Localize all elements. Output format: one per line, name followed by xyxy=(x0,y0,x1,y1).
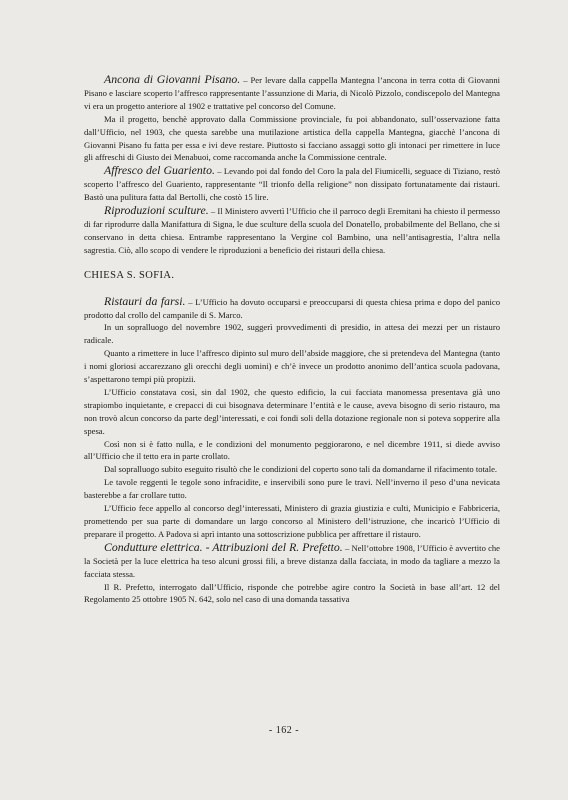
paragraph-text: Così non si è fatto nulla, e le condizioni del monumento peggiorarono, e nel dicembre 1911, si diede avviso all’Ufficio che il tetto era in parte crollato. xyxy=(84,438,500,462)
paragraph-ristauri xyxy=(84,295,500,322)
paragraph-text: Dal sopralluogo subito eseguito risultò che le condizioni del coperto sono tali da domandarne il rifacimento totale. xyxy=(104,464,498,475)
paragraph-text: Quanto a rimettere in luce l’affresco dipinto sul muro dell’abside maggiore, che si pretendeva del Mantegna (tanto i nomi gloriosi accarezzano gli orecchi degli uomini) e ch’è invece un prodotto anonimo dell’antica scuola padovana, s’aspettarono tempi più propizii. xyxy=(84,348,500,385)
paragraph-text: – Nell’ottobre 1908, l’Ufficio è avvertito che la Società per la luce elettrica ha teso alcuni grossi fili, a breve distanza dalla facciata, in modo da tagliare a mezzo la facciata stessa. xyxy=(84,542,500,579)
paragraph-lead: Condutture elettrica. - Attribuzioni del R. Prefetto. xyxy=(104,539,343,554)
paragraph-nulla xyxy=(84,438,500,464)
section-heading: CHIESA S. SOFIA. xyxy=(84,269,175,281)
paragraph-affresco-abside xyxy=(84,347,500,386)
paragraph-lead: Riproduzioni sculture. xyxy=(104,203,209,218)
paragraph-text: – Levando poi dal fondo del Coro la pala del Fiumicelli, seguace di Tiziano, restò scoperto l’affresco del Guariento, rappresentante “Il trionfo della religione” non dissipato fortunatamente dai ristauri. Bastò una pulitura fatta dal Bertolli, che costò 15 lire. xyxy=(84,166,500,203)
page-number: - 162 - xyxy=(268,725,300,736)
paragraph-text: L’Ufficio fece appello al concorso degl’interessati, Ministero di grazia giustizia e culti, Municipio e Fabbriceria, promettendo per sua parte di domandare un largo concorso al Ministero dell’istruzione, che incaricò l’Ufficio di preparare il progetto. A Padova si aprì intanto una sottoscrizione pubblica per affrettare il ristauro. xyxy=(84,503,500,539)
paragraph-text: Le tavole reggenti le tegole sono infracidite, e inservibili sono pure le travi. Nell’inverno il peso d’una nevicata basterebbe a far crollare tutto. xyxy=(84,477,500,501)
paragraph-progetto xyxy=(84,113,500,165)
body-text xyxy=(84,73,500,606)
paragraph-guariento xyxy=(84,164,500,204)
paragraph-text: In un sopralluogo del novembre 1902, suggerì provvedimenti di presidio, in attesa dei mezzi per un ristauro radicale. xyxy=(84,322,500,346)
paragraph-tavole xyxy=(84,476,500,502)
paragraph-text: – L’Ufficio ha dovuto occuparsi e preoccuparsi di questa chiesa prima e dopo del panico prodotto dal crollo del campanile di S. Marco. xyxy=(84,296,500,320)
paragraph-text: L’Ufficio constatava così, sin dal 1902, che questo edificio, la cui facciata manomessa presentava già uno strapiombo inquietante, e crepacci di cui bisognava determinare l’entità e le cause, aveva bisogno di serio ristauro, ma non trovò alcun concorso da parte degl’interessati, e coi fondi soli della dotazione regionale non si poteva sopperire alla spesa. xyxy=(84,386,500,436)
paragraph-constatava xyxy=(84,386,500,438)
paragraph-lead: Affresco del Guariento. xyxy=(104,163,215,178)
paragraph-riproduzioni xyxy=(84,204,500,257)
paragraph-sopralluogo xyxy=(84,321,500,347)
paragraph-coperto xyxy=(84,463,500,476)
paragraph-prefetto xyxy=(84,581,500,607)
paragraph-lead: Ristauri da farsi. xyxy=(104,293,186,308)
paragraph-appello xyxy=(84,502,500,541)
paragraph-text: – Per levare dalla cappella Mantegna l’ancona in terra cotta di Giovanni Pisano e lasciare scoperto l’affresco rappresentante l’assunzione di Maria, di Nicolò Pizzolo, condiscepolo del Mantegna vi era un progetto anteriore al 1902 e trattative pel concorso del Comune. xyxy=(84,75,500,111)
paragraph-lead: Ancona di Giovanni Pisano. xyxy=(104,72,241,86)
paragraph-text: Il R. Prefetto, interrogato dall’Ufficio, risponde che potrebbe agire contro la Società in base all’art. 12 del Regolamento 25 ottobre 1905 N. 642, solo nel caso di una domanda tassativa xyxy=(84,581,500,605)
paragraph-text: – Il Ministero avvertì l’Ufficio che il parroco degli Eremitani ha chiesto il permesso di far riprodurre dalla Manifattura di Signa, le due sculture della scuola del Donatello, probabilmente del Bellano, che si conservano in detta chiesa. Entrambe rappresentano la Vergine col Bambino, una nell’antisagrestia, l’altra nella sagrestia. Ciò, allo scopo di vendere le riproduzioni a beneficio dei ristauri della chiesa. xyxy=(84,206,500,255)
paragraph-text: Ma il progetto, benchè approvato dalla Commissione provinciale, fu poi abbandonato, sull’osservazione fatta dall’Ufficio, nel 1903, che questa sarebbe una mutilazione artistica della cappella Mantegna, giacchè l’ancona di Giovanni Pisano fu fatta per essa e ivi deve restare. Piuttosto si facciano assaggi sotto gli intonaci per rimettere in luce gli affreschi di Giusto dei Menabuoi, come raccomanda anche la Commissione centrale. xyxy=(84,113,500,163)
paragraph-ancona xyxy=(84,73,500,113)
paragraph-condutture xyxy=(84,541,500,581)
